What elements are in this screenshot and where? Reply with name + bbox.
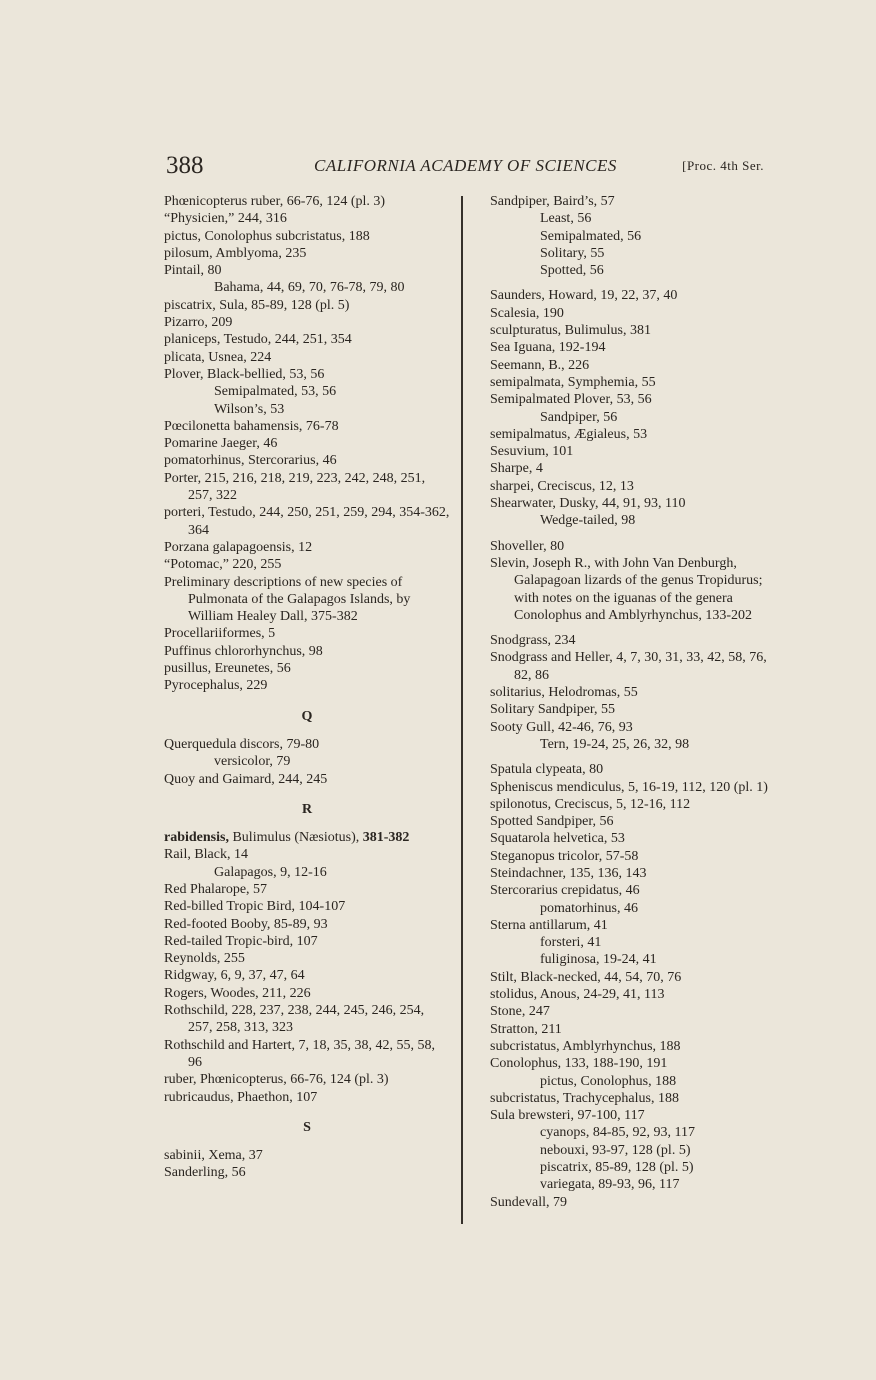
index-entry: Steganopus tricolor, 57-58 <box>490 848 639 864</box>
index-entry: Sesuvium, 101 <box>490 444 574 460</box>
index-entry: subcristatus, Amblyrhynchus, 188 <box>490 1038 681 1054</box>
index-entry: Sooty Gull, 42-46, 76, 93 <box>490 719 633 735</box>
section-letter: R <box>301 801 313 817</box>
index-entry: Reynolds, 255 <box>164 951 245 967</box>
index-entry: Ridgway, 6, 9, 37, 47, 64 <box>164 968 305 984</box>
index-entry: Pizarro, 209 <box>164 315 233 331</box>
index-column-left <box>164 193 450 1182</box>
index-column-right <box>490 193 770 1211</box>
index-entry: pomatorhinus, Stercorarius, 46 <box>164 453 337 469</box>
index-entry: semipalmata, Symphemia, 55 <box>490 374 656 390</box>
index-subentry: nebouxi, 93-97, 128 (pl. 5) <box>540 1142 691 1158</box>
index-entry: Steindachner, 135, 136, 143 <box>490 865 647 881</box>
index-entry: “Physicien,” 244, 316 <box>164 211 287 227</box>
index-entry: ruber, Phœnicopterus, 66-76, 124 (pl. 3) <box>164 1072 389 1088</box>
index-subentry: pictus, Conolophus, 188 <box>540 1073 677 1089</box>
index-entry: Solitary Sandpiper, 55 <box>490 702 616 718</box>
index-entry: Snodgrass and Heller, 4, 7, 30, 31, 33, 42, 58, 76, 82, 86 <box>490 650 767 683</box>
index-entry: piscatrix, Sula, 85-89, 128 (pl. 5) <box>164 297 350 313</box>
index-subentry: pomatorhinus, 46 <box>540 900 638 916</box>
index-entry: stolidus, Anous, 24-29, 41, 113 <box>490 987 665 1003</box>
index-entry: Rogers, Woodes, 211, 226 <box>164 985 311 1001</box>
page-header <box>166 152 764 184</box>
index-entry: Pyrocephalus, 229 <box>164 678 268 694</box>
index-subentry: Solitary, 55 <box>540 245 605 261</box>
index-entry: Pomarine Jaeger, 46 <box>164 436 278 452</box>
index-entry: Scalesia, 190 <box>490 305 564 321</box>
column-divider <box>461 196 463 1224</box>
index-subentry: variegata, 89-93, 96, 117 <box>540 1177 680 1193</box>
index-entry: plicata, Usnea, 224 <box>164 349 272 365</box>
index-entry: Sharpe, 4 <box>490 461 543 477</box>
index-entry: Plover, Black-bellied, 53, 56 <box>164 366 325 382</box>
index-entry: Slevin, Joseph R., with John Van Denburgh, Galapagoan lizards of the genus Tropidurus; with notes on the iguanas of the genera Conolophus and Amblyrhynchus, 133-202 <box>490 555 763 623</box>
index-entry: Stercorarius crepidatus, 46 <box>490 883 640 899</box>
index-entry: Red-billed Tropic Bird, 104-107 <box>164 899 346 915</box>
entry-pages: 381-382 <box>362 830 410 846</box>
index-entry: Rail, Black, 14 <box>164 847 248 863</box>
index-entry <box>164 829 450 846</box>
index-entry: Rothschild and Hartert, 7, 18, 35, 38, 42, 55, 58, 96 <box>164 1037 436 1070</box>
index-subentry: forsteri, 41 <box>540 935 602 951</box>
section-letter: Q <box>301 708 313 724</box>
index-entry: Puffinus chlororhynchus, 98 <box>164 643 323 659</box>
index-subentry: Semipalmated, 56 <box>540 228 642 244</box>
index-subentry: Bahama, 44, 69, 70, 76-78, 79, 80 <box>214 280 405 296</box>
running-title: CALIFORNIA ACADEMY OF SCIENCES <box>314 156 617 175</box>
index-entry: Shoveller, 80 <box>490 538 565 554</box>
index-entry: Quoy and Gaimard, 244, 245 <box>164 771 328 787</box>
index-subentry: Wedge-tailed, 98 <box>540 513 636 529</box>
index-entry: Phœnicopterus ruber, 66-76, 124 (pl. 3) <box>164 194 386 209</box>
index-subentry: piscatrix, 85-89, 128 (pl. 5) <box>540 1160 694 1176</box>
index-entry: planiceps, Testudo, 244, 251, 354 <box>164 332 352 348</box>
index-entry: Sterna antillarum, 41 <box>490 917 608 933</box>
index-entry: Conolophus, 133, 188-190, 191 <box>490 1056 668 1072</box>
index-entry: “Potomac,” 220, 255 <box>164 557 282 573</box>
index-subentry: fuliginosa, 19-24, 41 <box>540 952 657 968</box>
index-entry: Shearwater, Dusky, 44, 91, 93, 110 <box>490 496 686 512</box>
index-entry: spilonotus, Creciscus, 5, 12-16, 112 <box>490 796 691 812</box>
index-entry: Porzana galapagoensis, 12 <box>164 539 313 555</box>
index-entry: Spheniscus mendiculus, 5, 16-19, 112, 120 (pl. 1) <box>490 779 768 795</box>
series-label: [Proc. 4th Ser. <box>682 158 764 173</box>
index-entry: pilosum, Amblyoma, 235 <box>164 245 307 261</box>
index-entry: semipalmatus, Ægialeus, 53 <box>490 426 648 442</box>
index-subentry: Wilson’s, 53 <box>214 401 285 417</box>
index-entry: Sea Iguana, 192-194 <box>490 340 606 356</box>
index-entry: Pintail, 80 <box>164 263 222 279</box>
index-entry: subcristatus, Trachycephalus, 188 <box>490 1090 679 1106</box>
index-entry: Saunders, Howard, 19, 22, 37, 40 <box>490 288 678 304</box>
index-entry: pictus, Conolophus subcristatus, 188 <box>164 228 370 244</box>
index-entry: Squatarola helvetica, 53 <box>490 831 625 847</box>
index-entry: Red Phalarope, 57 <box>164 881 268 897</box>
index-subentry: versicolor, 79 <box>214 754 291 770</box>
index-entry: Sanderling, 56 <box>164 1165 246 1181</box>
index-subentry: Spotted, 56 <box>540 263 604 279</box>
index-entry: Preliminary descriptions of new species of Pulmonata of the Galapagos Islands, by William Healey Dall, 375-382 <box>164 574 411 625</box>
index-entry: Porter, 215, 216, 218, 219, 223, 242, 248, 251, 257, 322 <box>164 470 426 504</box>
index-entry: Querquedula discors, 79-80 <box>164 736 320 752</box>
entry-head: rabidensis, <box>164 830 229 846</box>
index-entry: pusillus, Ereunetes, 56 <box>164 661 291 677</box>
index-entry: sculpturatus, Bulimulus, 381 <box>490 323 651 339</box>
index-entry: Stilt, Black-necked, 44, 54, 70, 76 <box>490 969 682 985</box>
index-entry: Red-tailed Tropic-bird, 107 <box>164 933 318 949</box>
index-entry: Sula brewsteri, 97-100, 117 <box>490 1108 645 1124</box>
index-entry: Spotted Sandpiper, 56 <box>490 814 614 830</box>
index-entry: sabinii, Xema, 37 <box>164 1148 263 1164</box>
index-entry: porteri, Testudo, 244, 250, 251, 259, 294, 354-362, 364 <box>164 505 450 538</box>
index-entry: Seemann, B., 226 <box>490 357 590 373</box>
index-entry: solitarius, Helodromas, 55 <box>490 685 638 701</box>
index-subentry: Semipalmated, 53, 56 <box>214 384 337 400</box>
index-subentry: Least, 56 <box>540 211 592 227</box>
index-entry: Sundevall, 79 <box>490 1194 567 1210</box>
section-letter: S <box>303 1119 311 1135</box>
index-entry: Pœcilonetta bahamensis, 76-78 <box>164 418 339 434</box>
index-entry: Snodgrass, 234 <box>490 633 576 649</box>
index-entry: Stratton, 211 <box>490 1021 562 1037</box>
index-entry: Rothschild, 228, 237, 238, 244, 245, 246, 254, 257, 258, 313, 323 <box>164 1003 425 1036</box>
index-subentry: Sandpiper, 56 <box>540 409 618 425</box>
index-entry: Procellariiformes, 5 <box>164 626 276 642</box>
entry-text: Bulimulus (Næsiotus), <box>228 830 363 846</box>
index-entry: Spatula clypeata, 80 <box>490 762 604 778</box>
index-entry: Sandpiper, Baird’s, 57 <box>490 194 615 209</box>
index-entry: rubricaudus, Phaethon, 107 <box>164 1089 318 1105</box>
index-subentry: Galapagos, 9, 12-16 <box>214 864 327 880</box>
index-entry: Red-footed Booby, 85-89, 93 <box>164 916 328 932</box>
page-number: 388 <box>166 152 204 179</box>
index-subentry: cyanops, 84-85, 92, 93, 117 <box>540 1125 696 1141</box>
index-entry: Semipalmated Plover, 53, 56 <box>490 392 652 408</box>
index-entry: Stone, 247 <box>490 1004 550 1020</box>
index-entry: sharpei, Creciscus, 12, 13 <box>490 478 634 494</box>
index-subentry: Tern, 19-24, 25, 26, 32, 98 <box>540 736 690 752</box>
